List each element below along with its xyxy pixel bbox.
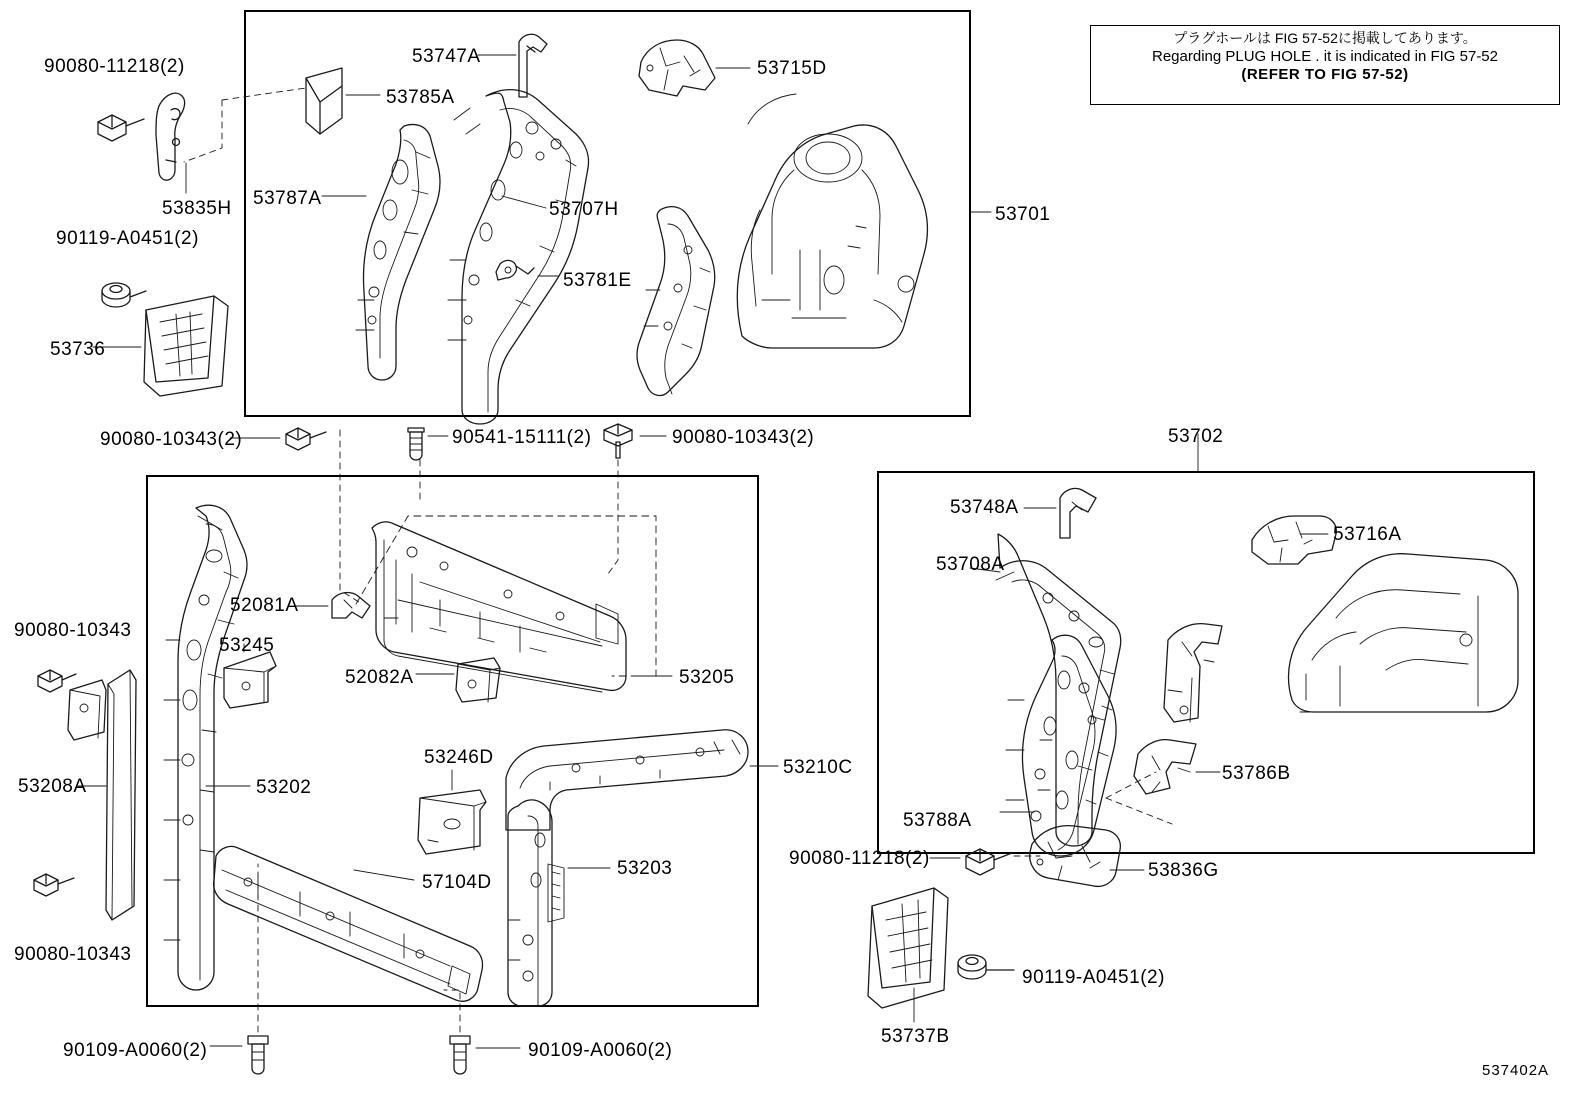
part-label-90109-A0060-right: 90109-A0060(2) [528, 1040, 673, 1061]
part-90119-A0451-top [102, 283, 146, 307]
group-box-53702 [877, 471, 1535, 854]
part-53736 [144, 296, 228, 396]
part-label-90080-10343-mid: 90080-10343(2) [672, 427, 815, 448]
diagram-code: 537402A [1482, 1062, 1550, 1079]
plug-hole-note [1090, 25, 1560, 105]
part-90080-10343-lower-left [34, 874, 74, 896]
part-label-53737B: 53737B [881, 1026, 950, 1047]
part-label-53781E: 53781E [563, 270, 632, 291]
note-line-jp: プラグホールは FIG 57-52に掲載してあります。 [1173, 30, 1477, 46]
part-90080-10343-left [286, 428, 326, 450]
part-90080-11218-top [98, 115, 144, 141]
part-label-53835H: 53835H [162, 198, 232, 219]
part-label-90080-10343-upper-left: 90080-10343 [14, 620, 132, 641]
part-label-53203: 53203 [617, 858, 673, 879]
note-line-ref: (REFER TO FIG 57-52) [1241, 66, 1409, 84]
part-53208-bracket [68, 680, 106, 740]
part-label-57104D: 57104D [422, 872, 492, 893]
part-90541-15111 [408, 428, 424, 460]
part-90080-10343-upper-left [38, 670, 76, 692]
group-box-front-structure [146, 475, 759, 1007]
part-label-53708A: 53708A [936, 554, 1005, 575]
part-label-53836G: 53836G [1148, 860, 1219, 881]
part-label-53716A: 53716A [1333, 524, 1402, 545]
part-label-53736: 53736 [50, 339, 106, 360]
part-label-52082A: 52082A [345, 667, 414, 688]
part-label-90541-15111: 90541-15111(2) [452, 427, 592, 448]
part-label-52081A: 52081A [230, 595, 299, 616]
part-label-90119-A0451-bottom: 90119-A0451(2) [1022, 967, 1165, 988]
note-line-en: Regarding PLUG HOLE . it is indicated in FIG 57-52 [1152, 47, 1498, 65]
part-label-53702: 53702 [1168, 426, 1224, 447]
part-label-53715D: 53715D [757, 58, 827, 79]
part-53835H [156, 93, 185, 180]
part-label-53786B: 53786B [1222, 763, 1291, 784]
part-label-53787A: 53787A [253, 188, 322, 209]
part-label-53210C: 53210C [783, 757, 853, 778]
part-label-90080-11218-top: 90080-11218(2) [44, 56, 185, 77]
part-label-90080-11218-bottom: 90080-11218(2) [789, 848, 930, 869]
part-90080-10343-mid [604, 424, 632, 458]
part-label-53785A: 53785A [386, 87, 455, 108]
part-90109-A0060-right [450, 1036, 470, 1074]
part-90109-A0060-left [248, 1036, 268, 1074]
part-label-90080-10343-lower-left: 90080-10343 [14, 944, 132, 965]
part-label-90080-10343-left: 90080-10343(2) [100, 429, 243, 450]
part-label-53246D: 53246D [424, 747, 494, 768]
part-label-53747A: 53747A [412, 46, 481, 67]
part-90119-A0451-bottom [958, 955, 1014, 979]
part-label-53707H: 53707H [549, 199, 619, 220]
part-label-53202: 53202 [256, 777, 312, 798]
part-label-53748A: 53748A [950, 497, 1019, 518]
part-53737B [868, 888, 948, 1008]
part-label-90119-A0451-top: 90119-A0451(2) [56, 228, 199, 249]
part-53208A [106, 670, 136, 920]
part-label-90109-A0060-left: 90109-A0060(2) [63, 1040, 208, 1061]
part-label-53205: 53205 [679, 667, 735, 688]
part-label-53701: 53701 [995, 204, 1051, 225]
part-label-53788A: 53788A [903, 810, 972, 831]
part-label-53245: 53245 [219, 635, 275, 656]
part-label-53208A: 53208A [18, 776, 87, 797]
